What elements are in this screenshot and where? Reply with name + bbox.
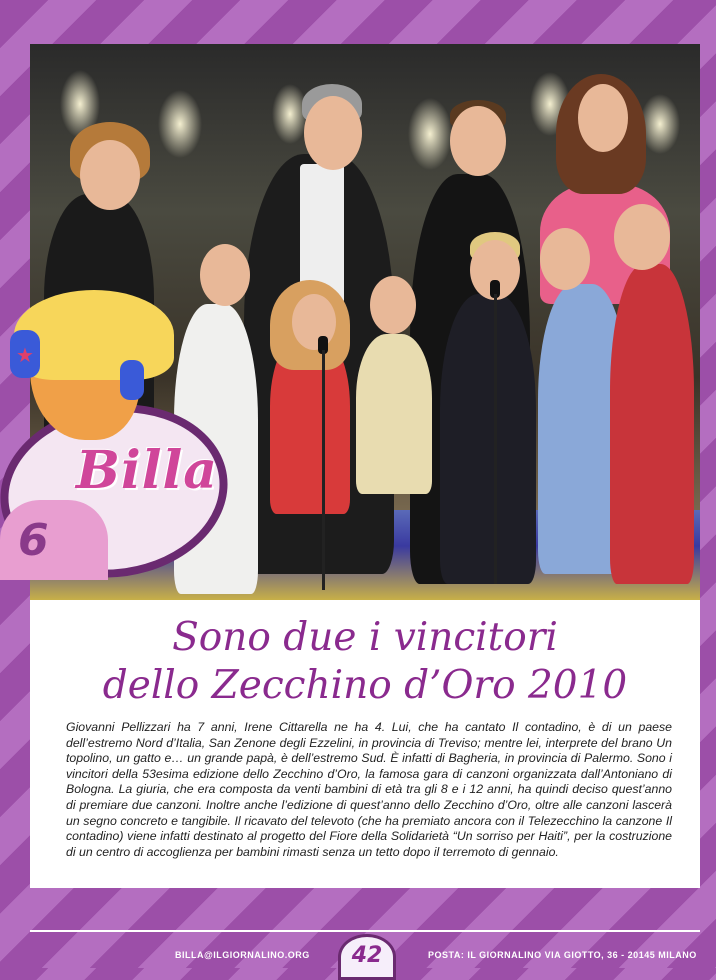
article-paragraph: Giovanni Pellizzari ha 7 anni, Irene Cittarella ne ha 4. Lui, che ha cantato Il contadino, è di un paese dell’estremo Nord d’Italia, San Zenone degli Ezzelini, in provincia di Treviso; mentre lei, interprete del brano Un topolino, un gatto e… un grande papà, è dell’estremo Sud. È infatti di Bagheria, in provincia di Palermo. Sono i vincitori della 53esima edizione dello Zecchino d’Oro, la famosa gara di canzoni organizzata dall’Antoniano di Bologna. La giuria, che era composta da venti bambini di età tra gli 8 e i 12 anni, ha quindi deciso quest’anno di premiare due canzoni. Inoltre anche l’edizione di quest’anno dello Zecchino d’Oro, oltre alle canzoni lascerà un segno concreto e tangibile. Il ricavato del televoto (che ha premiato ancora con il Telezecchino la canzone Il contadino) viene infatti destinato al progetto del Fiore della Solidarietà “Un sorriso per Haiti”, per la costruzione di un centro di accoglienza per bambini rimasti senza un tetto dopo il terremoto di gennaio. — [66, 720, 672, 859]
headphones-icon — [120, 360, 144, 400]
logo-number: 6 — [18, 515, 49, 566]
child-girl-red-face — [292, 294, 336, 350]
child-boy-red-vest — [610, 264, 694, 584]
microphone-stand — [494, 294, 497, 584]
adult-woman-left-face — [80, 140, 140, 210]
page-number-badge — [338, 934, 396, 980]
logo-text: Billa — [76, 440, 218, 501]
article-headline — [30, 614, 700, 710]
logo-character-body — [0, 500, 108, 580]
child-girl-gold-face — [370, 276, 416, 334]
footer-address: POSTA: IL GIORNALINO VIA GIOTTO, 36 - 20145 MILANO — [428, 950, 697, 960]
adult-man-glasses-face — [450, 106, 506, 176]
child-boy-blue-face — [540, 228, 590, 290]
article-body — [66, 720, 672, 860]
article-box — [30, 600, 700, 888]
child-boy-red-vest-face — [614, 204, 670, 270]
adult-man-host-face — [304, 96, 362, 170]
footer-divider — [30, 930, 700, 932]
billa-logo — [0, 290, 230, 590]
adult-woman-right-face — [578, 84, 628, 152]
headline-line-2: dello Zecchino d’Oro 2010 — [102, 663, 628, 708]
child-girl-gold — [356, 334, 432, 494]
headline-line-1: Sono due i vincitori — [172, 615, 558, 660]
page-number: 42 — [351, 943, 383, 968]
star-icon: ★ — [16, 345, 34, 367]
footer-email[interactable]: BILLA@ILGIORNALINO.ORG — [175, 950, 310, 960]
microphone-stand — [322, 350, 325, 590]
child-boy-dark — [440, 294, 536, 584]
